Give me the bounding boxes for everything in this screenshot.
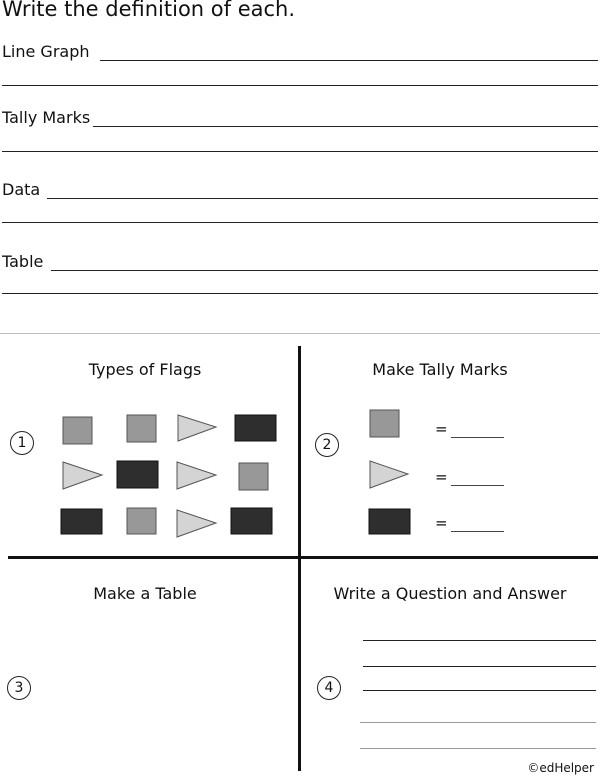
quadrant-horizontal-divider: [8, 556, 598, 559]
q4-number-badge: 4: [317, 676, 341, 700]
copyright-credit: ©edHelper: [527, 761, 594, 775]
section-separator: [0, 333, 600, 334]
q2-heading: Make Tally Marks: [372, 360, 508, 379]
triangle-flag: [63, 462, 102, 489]
triangle-flag: [178, 415, 216, 441]
term-table: Table: [2, 252, 44, 271]
triangle-flag: [177, 462, 216, 489]
square-flag: [127, 508, 156, 534]
q1-heading: Types of Flags: [88, 360, 202, 379]
answer-line-table-2[interactable]: [2, 293, 598, 294]
term-tally-marks: Tally Marks: [2, 108, 91, 127]
rectangle-flag: [117, 461, 158, 488]
square-flag: [63, 417, 92, 444]
tally-blank-triangle[interactable]: [451, 485, 504, 486]
triangle-flag: [370, 461, 408, 488]
square-flag: [127, 415, 156, 442]
triangle-flag: [177, 510, 216, 537]
answer-line-data-2[interactable]: [2, 222, 598, 223]
square-flag: [239, 463, 268, 490]
tally-equals-square: =: [435, 420, 448, 438]
answer-line-tally-marks[interactable]: [93, 126, 598, 127]
question-line-1[interactable]: [363, 640, 596, 641]
answer-line-line-graph[interactable]: [100, 60, 598, 61]
rectangle-flag: [231, 508, 272, 534]
tally-equals-rectangle: =: [435, 514, 448, 532]
answer-line-2[interactable]: [360, 748, 596, 749]
answer-line-data[interactable]: [47, 198, 598, 199]
tally-equals-triangle: =: [435, 468, 448, 486]
rectangle-flag: [235, 415, 276, 441]
flag-grid: [0, 400, 296, 550]
rectangle-flag: [369, 509, 410, 534]
tally-blank-rectangle[interactable]: [451, 531, 504, 532]
answer-line-table[interactable]: [51, 270, 598, 271]
question-line-2[interactable]: [363, 666, 596, 667]
tally-blank-square[interactable]: [451, 437, 504, 438]
q4-heading: Write a Question and Answer: [333, 584, 567, 603]
tally-key-flags: [360, 400, 430, 540]
q2-number-badge: 2: [315, 433, 339, 457]
q3-number-badge: 3: [7, 676, 31, 700]
rectangle-flag: [61, 509, 102, 534]
question-line-3[interactable]: [363, 690, 596, 691]
q1-number-badge: 1: [10, 431, 34, 455]
square-flag: [370, 410, 399, 437]
answer-line-line-graph-2[interactable]: [2, 85, 598, 86]
term-data: Data: [2, 180, 41, 199]
q3-heading: Make a Table: [93, 584, 197, 603]
term-line-graph: Line Graph: [2, 42, 90, 61]
answer-line-tally-marks-2[interactable]: [2, 151, 598, 152]
answer-line-1[interactable]: [360, 722, 596, 723]
worksheet-title: Write the definition of each.: [2, 0, 296, 21]
